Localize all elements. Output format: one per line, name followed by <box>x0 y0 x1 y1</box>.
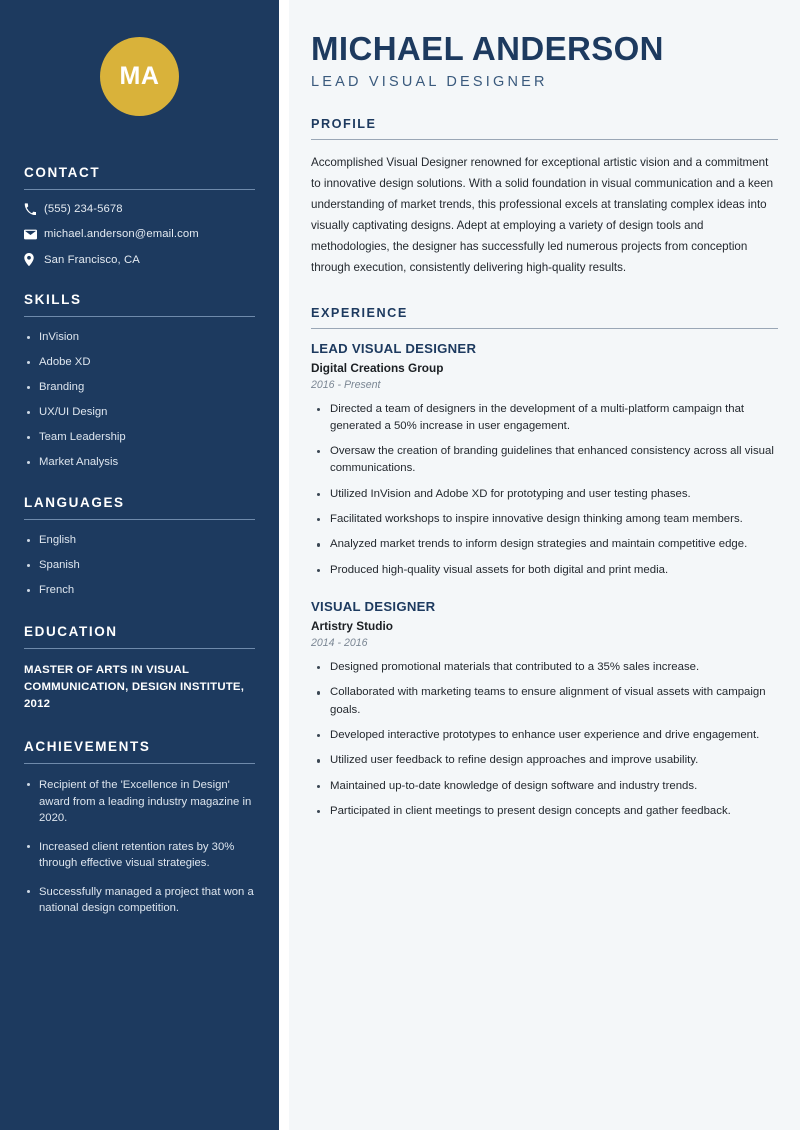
skills-heading: SKILLS <box>24 292 82 307</box>
achievements-heading: ACHIEVEMENTS <box>24 739 151 755</box>
list-item: Branding <box>24 380 255 395</box>
experience-entry <box>311 341 778 580</box>
list-item: Maintained up-to-date knowledge of design software and industry trends. <box>311 778 778 795</box>
list-item: Team Leadership <box>24 430 255 445</box>
list-item: UX/UI Design <box>24 405 255 420</box>
list-item: Market Analysis <box>24 455 255 470</box>
list-item: Utilized user feedback to refine design approaches and improve usability. <box>311 752 778 769</box>
profile-section <box>311 117 778 279</box>
experience-company: Digital Creations Group <box>311 360 444 375</box>
page-title: MICHAEL ANDERSON <box>311 30 664 67</box>
experience-bullets <box>311 401 778 580</box>
languages-heading: LANGUAGES <box>24 495 125 511</box>
contact-section <box>24 165 255 266</box>
sidebar <box>0 0 279 1130</box>
experience-bullets <box>311 659 778 820</box>
skills-divider <box>24 316 255 317</box>
experience-divider <box>311 328 778 329</box>
phone-value: (555) 234-5678 <box>44 203 123 215</box>
achievements-section <box>24 739 255 915</box>
experience-company: Artistry Studio <box>311 619 393 634</box>
list-item: Produced high-quality visual assets for both digital and print media. <box>311 562 778 579</box>
list-item: Developed interactive prototypes to enhance user experience and drive engagement. <box>311 727 778 744</box>
list-item: Collaborated with marketing teams to ensure alignment of visual assets with campaign goals. <box>311 684 778 719</box>
achievements-divider <box>24 763 255 764</box>
avatar-container <box>24 0 255 116</box>
experience-dates: 2014 - 2016 <box>311 637 368 650</box>
list-item: Directed a team of designers in the development of a multi-platform campaign that generated a 50% increase in user engagement. <box>311 401 778 436</box>
list-item: English <box>24 533 255 548</box>
contact-item-location[interactable] <box>24 253 255 266</box>
experience-dates: 2016 - Present <box>311 378 381 391</box>
list-item: Oversaw the creation of branding guidelines that enhanced consistency across all visual communications. <box>311 443 778 478</box>
achievements-list <box>24 777 255 915</box>
main-content <box>289 0 800 1130</box>
job-title-subheading: LEAD VISUAL DESIGNER <box>311 73 548 90</box>
education-entry: MASTER OF ARTS IN VISUAL COMMUNICATION, DESIGN INSTITUTE, 2012 <box>24 664 245 711</box>
list-item: Participated in client meetings to present design concepts and gather feedback. <box>311 803 778 820</box>
column-gap <box>279 0 289 1130</box>
languages-list <box>24 533 255 598</box>
experience-role: LEAD VISUAL DESIGNER <box>311 340 477 356</box>
languages-section <box>24 495 255 598</box>
list-item: Facilitated workshops to inspire innovative design thinking among team members. <box>311 511 778 528</box>
profile-heading: PROFILE <box>311 116 377 131</box>
list-item: Increased client retention rates by 30% through effective visual strategies. <box>24 839 255 871</box>
map-pin-icon <box>24 253 44 266</box>
list-item: Recipient of the 'Excellence in Design' award from a leading industry magazine in 2020. <box>24 777 255 825</box>
list-item: Adobe XD <box>24 355 255 370</box>
contact-item-email[interactable] <box>24 228 255 240</box>
list-item: Successfully managed a project that won a national design competition. <box>24 884 255 916</box>
skills-section <box>24 292 255 469</box>
education-heading: EDUCATION <box>24 624 118 640</box>
avatar: MA <box>100 37 179 116</box>
list-item: Designed promotional materials that contributed to a 35% sales increase. <box>311 659 778 676</box>
list-item: Utilized InVision and Adobe XD for prototyping and user testing phases. <box>311 486 778 503</box>
contact-item-phone[interactable] <box>24 203 255 215</box>
skills-list <box>24 330 255 469</box>
location-value: San Francisco, CA <box>44 253 140 266</box>
education-divider <box>24 648 255 649</box>
experience-heading: EXPERIENCE <box>311 305 408 320</box>
experience-entry <box>311 599 778 820</box>
list-item: French <box>24 583 255 598</box>
experience-section <box>311 306 778 821</box>
email-value: michael.anderson@email.com <box>44 228 199 240</box>
envelope-icon <box>24 229 44 240</box>
list-item: InVision <box>24 330 255 345</box>
profile-divider <box>311 139 778 140</box>
contact-heading: CONTACT <box>24 165 101 180</box>
phone-icon <box>24 203 44 215</box>
experience-role: VISUAL DESIGNER <box>311 599 436 615</box>
languages-divider <box>24 519 255 520</box>
contact-divider <box>24 189 255 190</box>
profile-text: Accomplished Visual Designer renowned for exceptional artistic vision and a commitment to innovative design solutions. With a solid foundation in visual communication and a keen understanding of market trends, this professional excels at translating complex ideas into visually captivating designs. Adept at employing a variety of design tools and methodologies, the designer has successfully led numerous projects from conception through execution, consistently delivering high-quality results. <box>311 155 774 275</box>
list-item: Analyzed market trends to inform design strategies and maintain competitive edge. <box>311 536 778 553</box>
education-section <box>24 624 255 713</box>
list-item: Spanish <box>24 558 255 573</box>
